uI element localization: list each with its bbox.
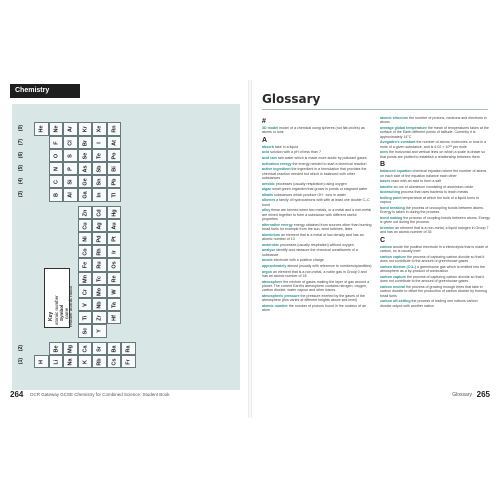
glossary-term: aluminium bbox=[262, 232, 280, 237]
glossary-definition: processes (usually respiration) without oxygen bbox=[278, 242, 354, 247]
glossary-term: atmospheric pressure bbox=[262, 293, 300, 298]
element-symbol: Mo bbox=[96, 287, 103, 296]
periodic-table-key bbox=[44, 268, 73, 328]
element-cell bbox=[78, 258, 93, 271]
glossary-entry bbox=[380, 255, 490, 264]
glossary-entry bbox=[380, 226, 490, 235]
glossary-entry bbox=[262, 280, 372, 293]
left-footer bbox=[0, 380, 248, 418]
element-symbol: Cu bbox=[81, 222, 88, 230]
glossary-definition: a family of hydrocarbons with with at least one double C–C bond bbox=[262, 198, 370, 207]
glossary-entry bbox=[262, 167, 372, 180]
element-cell bbox=[78, 285, 93, 298]
glossary-entry bbox=[380, 265, 490, 274]
element-cell bbox=[92, 342, 107, 355]
glossary-title: Glossary bbox=[262, 92, 321, 106]
element-symbol: Ge bbox=[81, 178, 88, 186]
glossary-term: bases bbox=[380, 179, 391, 184]
group-label: (3) bbox=[18, 191, 25, 198]
element-symbol: Ca bbox=[81, 345, 88, 353]
element-cell bbox=[92, 162, 107, 175]
element-cell bbox=[92, 324, 107, 337]
glossary-entry bbox=[262, 208, 372, 221]
glossary-entry bbox=[262, 270, 372, 279]
key-title: Key bbox=[48, 311, 54, 321]
element-cell bbox=[107, 219, 122, 232]
element-symbol: Ba bbox=[110, 345, 117, 353]
glossary-definition: the mixture of gases making the layer of gas around a planet. The current Earth's atmosphere contains nitrogen, oxygen, carbon dioxide, water vapour and other traces. bbox=[262, 279, 370, 293]
element-symbol: Fr bbox=[125, 359, 132, 365]
element-symbol: Al bbox=[67, 192, 74, 199]
glossary-term: bioleaching bbox=[380, 190, 400, 195]
element-cell bbox=[78, 162, 93, 175]
glossary-definition: the number of protons, neutrons and electrons in atoms bbox=[380, 116, 487, 125]
glossary-term: alloy bbox=[262, 208, 271, 213]
element-cell bbox=[121, 342, 136, 355]
element-symbol: Rn bbox=[110, 125, 117, 134]
glossary-entry bbox=[380, 299, 490, 308]
glossary-term: acid rain bbox=[262, 156, 277, 160]
glossary-column-1 bbox=[262, 116, 372, 314]
glossary-entry bbox=[262, 223, 372, 232]
glossary-definition: almost (usually with reference to numbers/quantities) bbox=[286, 263, 372, 268]
element-symbol: Li bbox=[52, 359, 59, 365]
glossary-definition: process that uses bacteria to leach metals bbox=[399, 190, 469, 195]
glossary-term: anaerobic bbox=[262, 242, 279, 247]
group-label: (0) bbox=[18, 125, 25, 132]
element-cell bbox=[78, 232, 93, 245]
element-symbol: Be bbox=[52, 345, 59, 353]
element-symbol: Zn bbox=[81, 209, 88, 216]
element-symbol: Mn bbox=[81, 274, 88, 283]
element-cell bbox=[92, 355, 107, 368]
element-symbol: Pt bbox=[110, 236, 117, 242]
glossary-term: carbon dioxide (CO₂) bbox=[380, 264, 416, 269]
glossary-definition: the ingredient in a formulation that provides the chemical reaction needed but which is balanced with other substances bbox=[262, 167, 367, 180]
glossary-definition: model of a chemical using spheres (not flat circles) as atoms or ions bbox=[262, 126, 365, 135]
glossary-definition: an element that is a metal of low density and has an atomic number of 13 bbox=[262, 232, 364, 242]
element-cell bbox=[92, 245, 107, 258]
glossary-definition: the number of protons found in the nucleus of an atom bbox=[262, 303, 367, 313]
element-cell bbox=[92, 149, 107, 162]
element-cell bbox=[49, 175, 64, 188]
element-symbol: Sc bbox=[81, 328, 88, 335]
element-cell bbox=[92, 311, 107, 324]
element-cell bbox=[78, 136, 93, 149]
glossary-term: anode bbox=[262, 258, 273, 263]
element-cell bbox=[92, 219, 107, 232]
element-cell bbox=[121, 355, 136, 368]
element-symbol: Fe bbox=[81, 262, 88, 269]
title-divider bbox=[262, 109, 488, 110]
element-symbol: Na bbox=[67, 358, 74, 366]
glossary-definition: small green organism that grows in ponds or stagnant water bbox=[271, 187, 368, 192]
element-symbol: F bbox=[52, 140, 59, 145]
left-page-number: 264 bbox=[10, 390, 24, 399]
element-cell bbox=[92, 258, 107, 271]
element-symbol: Si bbox=[67, 179, 74, 185]
glossary-definition: an element that is a non-metal, a liquid halogen in Group 7 and has an atomic number of 35 bbox=[380, 226, 489, 235]
glossary-entry bbox=[262, 233, 372, 242]
glossary-definition: solution with a pH of less than 7 bbox=[269, 150, 321, 155]
glossary-entry bbox=[262, 193, 372, 197]
glossary-entry bbox=[262, 243, 372, 247]
element-symbol: O bbox=[52, 153, 59, 158]
glossary-definition: energy obtained from sources other than burning fossil fuels for example from the sun, wind turbines, tides bbox=[262, 222, 372, 232]
element-cell bbox=[63, 175, 78, 188]
element-cell bbox=[107, 258, 122, 271]
group-label: (2) bbox=[18, 344, 25, 351]
section-tab: Chemistry bbox=[10, 84, 80, 98]
element-cell bbox=[78, 324, 93, 337]
element-symbol: Zr bbox=[96, 315, 103, 321]
glossary-entry bbox=[380, 216, 490, 225]
glossary-entry bbox=[380, 196, 490, 205]
element-symbol: S bbox=[67, 153, 74, 158]
element-cell bbox=[78, 298, 93, 311]
element-symbol: Au bbox=[110, 222, 117, 230]
glossary-entry bbox=[380, 126, 490, 139]
element-symbol: Ga bbox=[81, 191, 88, 200]
glossary-entry bbox=[262, 150, 372, 154]
element-symbol: Tc bbox=[96, 275, 103, 282]
glossary-term: carbon bbox=[380, 244, 392, 249]
element-symbol: W bbox=[110, 289, 117, 295]
element-cell bbox=[63, 149, 78, 162]
glossary-definition: processes (usually respiration) using oxygen bbox=[274, 181, 347, 186]
glossary-definition: the number of atoms, molecules or ions in a mole of a given substance, and is 6.02 × 10²³ per mole bbox=[380, 140, 487, 149]
glossary-term: carbon neutral bbox=[380, 284, 405, 289]
glossary-term: atomic structure bbox=[380, 116, 409, 120]
glossary-entry bbox=[262, 258, 372, 262]
element-cell bbox=[107, 136, 122, 149]
glossary-entry bbox=[380, 169, 490, 178]
element-cell bbox=[49, 149, 64, 162]
element-symbol: Cs bbox=[110, 358, 117, 366]
glossary-entry bbox=[262, 162, 372, 166]
element-symbol: Ar bbox=[67, 126, 74, 133]
element-symbol: Sb bbox=[96, 165, 103, 173]
glossary-definition: anode the positive electrode in a electrolysis that is made of carbon, so is usually inert bbox=[380, 244, 489, 254]
periodic-table bbox=[14, 106, 218, 380]
glossary-definition: react with an acid to form a salt bbox=[390, 179, 441, 184]
glossary-definition: the process of capturing carbon dioxide so that it does not contribute to the amount of greenhouse gases bbox=[380, 274, 485, 284]
element-cell bbox=[34, 122, 49, 135]
element-cell bbox=[49, 122, 64, 135]
element-symbol: Xe bbox=[96, 126, 103, 133]
glossary-definition: rain water which is made more acidic by pollutant gases bbox=[276, 156, 367, 160]
glossary-entry bbox=[380, 116, 490, 125]
glossary-section-letter: C bbox=[380, 236, 386, 244]
glossary-term: active ingredient bbox=[262, 167, 291, 172]
element-cell bbox=[63, 136, 78, 149]
element-cell bbox=[49, 162, 64, 175]
glossary-entry bbox=[262, 304, 372, 313]
glossary-entry bbox=[262, 198, 372, 207]
element-cell bbox=[78, 175, 93, 188]
glossary-entry bbox=[380, 185, 490, 189]
glossary-definition: the process of capturing carbon dioxide so that it does not contribute to the amount of greenhouse gases bbox=[380, 254, 485, 264]
glossary-definition: the horizontal and vertical lines on which a scale is drawn so that points are plotted to establish a relationship between them bbox=[380, 150, 486, 159]
left-page bbox=[0, 80, 248, 418]
element-symbol: I bbox=[96, 141, 103, 144]
glossary-definition: substances which produce OH⁻ ions in water bbox=[273, 192, 346, 197]
element-symbol: Ne bbox=[52, 125, 59, 133]
element-symbol: Hg bbox=[110, 208, 117, 217]
glossary-term: alkenes bbox=[262, 198, 276, 203]
element-cell bbox=[49, 355, 64, 368]
element-cell bbox=[107, 298, 122, 311]
glossary-entry bbox=[262, 182, 372, 186]
glossary-term: analyse bbox=[262, 248, 276, 253]
glossary-term: acid bbox=[262, 150, 270, 155]
element-cell bbox=[63, 355, 78, 368]
glossary-term: carbon capture bbox=[380, 254, 406, 259]
element-symbol: Os bbox=[110, 261, 117, 270]
glossary-term: Avogadro's constant bbox=[380, 140, 416, 145]
element-symbol: Ir bbox=[110, 250, 117, 255]
glossary-definition: a greenhouse gas which is emitted into the atmosphere as a by-product of combustion bbox=[380, 264, 486, 274]
glossary-definition: an element that is a non-metal, a noble gas in Group 0 and has an atomic number of 18 bbox=[262, 269, 367, 278]
glossary-term: 3D model bbox=[262, 126, 279, 130]
glossary-term: atomic number bbox=[262, 303, 288, 308]
glossary-term: alkalis bbox=[262, 192, 273, 197]
glossary-definition: the pressure exerted by the gases of the atmosphere (this varies at different heights above sea level) bbox=[262, 293, 365, 303]
glossary-entry bbox=[380, 179, 490, 183]
element-symbol: Pb bbox=[110, 178, 117, 186]
element-cell bbox=[107, 245, 122, 258]
element-symbol: As bbox=[81, 165, 88, 173]
element-cell bbox=[92, 272, 107, 285]
element-cell bbox=[92, 298, 107, 311]
glossary-definition: the mean of temperatures taken at the surface of the Earth different points of latitude. Currently it is approximately 14°C bbox=[380, 126, 489, 139]
glossary-term: balanced equation bbox=[380, 169, 412, 174]
element-symbol: At bbox=[110, 139, 117, 146]
glossary-term: bromine bbox=[380, 226, 395, 230]
glossary-definition: an ore of aluminium consisting of aluminium oxide bbox=[392, 184, 474, 189]
element-cell bbox=[107, 206, 122, 219]
glossary-column-2 bbox=[380, 116, 490, 309]
element-cell bbox=[107, 355, 122, 368]
glossary-section-letter: # bbox=[262, 118, 266, 125]
glossary-entry bbox=[262, 187, 372, 191]
element-symbol: Ra bbox=[125, 345, 132, 353]
element-cell bbox=[63, 162, 78, 175]
group-label: (4) bbox=[18, 178, 25, 185]
element-cell bbox=[107, 149, 122, 162]
book-spread bbox=[0, 80, 500, 418]
element-symbol: Bi bbox=[110, 166, 117, 172]
element-cell bbox=[92, 206, 107, 219]
glossary-section-letter: B bbox=[380, 161, 386, 169]
glossary-term: aerobic bbox=[262, 181, 275, 186]
element-cell bbox=[63, 122, 78, 135]
group-label: (6) bbox=[18, 151, 25, 158]
element-cell bbox=[49, 188, 64, 201]
element-symbol: H bbox=[38, 359, 45, 364]
glossary-term: average global temperature bbox=[380, 126, 427, 130]
glossary-definition: electrode with a positive charge bbox=[272, 258, 324, 263]
element-symbol: N bbox=[52, 167, 59, 171]
element-cell bbox=[49, 342, 64, 355]
group-label: (7) bbox=[18, 138, 25, 145]
element-symbol: Co bbox=[81, 248, 88, 256]
element-cell bbox=[107, 162, 122, 175]
element-cell bbox=[78, 206, 93, 219]
element-symbol: Y bbox=[96, 329, 103, 334]
element-symbol: Te bbox=[96, 152, 103, 159]
element-symbol: Sn bbox=[96, 178, 103, 186]
glossary-term: alternative energy bbox=[262, 222, 293, 227]
element-cell bbox=[78, 122, 93, 135]
glossary-definition: the energy needed to start a chemical reaction bbox=[291, 161, 367, 166]
element-cell bbox=[107, 272, 122, 285]
group-label: (5) bbox=[18, 164, 25, 172]
glossary-term: absorb bbox=[262, 144, 274, 149]
glossary-term: carbon capture bbox=[380, 274, 406, 279]
element-symbol: V bbox=[81, 303, 88, 307]
element-cell bbox=[107, 311, 122, 324]
element-cell bbox=[63, 188, 78, 201]
group-label: (1) bbox=[18, 357, 25, 364]
element-cell bbox=[34, 355, 49, 368]
element-cell bbox=[78, 188, 93, 201]
glossary-entry bbox=[380, 206, 490, 215]
glossary-term: bauxite bbox=[380, 184, 393, 189]
element-cell bbox=[63, 342, 78, 355]
element-cell bbox=[107, 232, 122, 245]
glossary-term: boiling point bbox=[380, 196, 402, 200]
element-cell bbox=[78, 149, 93, 162]
element-symbol: Cd bbox=[96, 208, 103, 217]
element-symbol: Ni bbox=[81, 236, 88, 242]
element-cell bbox=[92, 188, 107, 201]
element-symbol: In bbox=[96, 192, 103, 198]
element-cell bbox=[49, 136, 64, 149]
element-cell bbox=[78, 355, 93, 368]
element-cell bbox=[78, 219, 93, 232]
glossary-definition: take in a liquid bbox=[273, 144, 298, 149]
element-cell bbox=[107, 285, 122, 298]
glossary-term: algae bbox=[262, 187, 272, 192]
element-symbol: Br bbox=[81, 139, 88, 146]
element-symbol: Nb bbox=[96, 301, 103, 309]
key-line-1: atomic number bbox=[54, 295, 59, 325]
glossary-entry bbox=[380, 150, 490, 159]
element-symbol: Pd bbox=[96, 235, 103, 243]
key-line-2: Symbol bbox=[59, 304, 64, 321]
glossary-term: bond making bbox=[380, 216, 403, 220]
element-symbol: Rb bbox=[96, 358, 103, 366]
glossary-term: bond breaking bbox=[380, 206, 405, 210]
element-symbol: Po bbox=[110, 152, 117, 160]
element-symbol: C bbox=[52, 180, 59, 185]
left-footer-text: OCR Gateway GCSE Chemistry for Combined Science: Student Book bbox=[30, 392, 170, 397]
glossary-term: activation energy bbox=[262, 161, 292, 166]
element-symbol: Se bbox=[81, 152, 88, 160]
element-symbol: Hf bbox=[110, 315, 117, 322]
key-line-4: relative atomic mass bbox=[68, 285, 73, 327]
glossary-definition: temperature at which the bulk of a liquid turns to vapour bbox=[380, 196, 480, 205]
glossary-entry bbox=[380, 275, 490, 284]
glossary-definition: the process of uncoupling bonds between atoms. Energy is taken in during the process. bbox=[380, 206, 484, 215]
element-cell bbox=[107, 175, 122, 188]
element-symbol: Rh bbox=[96, 248, 103, 256]
element-symbol: He bbox=[38, 125, 45, 133]
glossary-definition: the process of growing enough trees that take in carbon dioxide to offset the production of carbon dioxide by burning fossil fuels bbox=[380, 284, 488, 298]
glossary-term: approximately bbox=[262, 263, 287, 268]
glossary-entry bbox=[380, 190, 490, 194]
glossary-entry bbox=[380, 140, 490, 149]
element-cell bbox=[92, 136, 107, 149]
glossary-entry bbox=[380, 245, 490, 254]
glossary-entry bbox=[262, 264, 372, 268]
element-symbol: Tl bbox=[110, 192, 117, 198]
glossary-term: argon bbox=[262, 269, 272, 274]
glossary-entry bbox=[262, 126, 372, 135]
element-cell bbox=[107, 122, 122, 135]
right-footer-label: Glossary bbox=[452, 392, 472, 398]
element-symbol: Ti bbox=[81, 315, 88, 321]
element-cell bbox=[92, 175, 107, 188]
right-page-number: 265 bbox=[476, 390, 490, 399]
element-symbol: Ag bbox=[96, 222, 103, 230]
key-line-3: name bbox=[64, 307, 69, 319]
glossary-definition: identify and measure the chemical constituents of a substance bbox=[262, 248, 358, 257]
element-symbol: K bbox=[81, 359, 88, 364]
element-symbol: Cr bbox=[81, 288, 88, 295]
glossary-entry bbox=[262, 248, 372, 257]
glossary-definition: the process of coupling bonds between atoms. Energy is given out during the process. bbox=[380, 216, 490, 225]
right-footer bbox=[252, 380, 500, 418]
glossary-term: atmosphere bbox=[262, 279, 283, 284]
element-cell bbox=[92, 285, 107, 298]
element-cell bbox=[92, 232, 107, 245]
element-cell bbox=[107, 342, 122, 355]
element-cell bbox=[107, 188, 122, 201]
element-symbol: B bbox=[52, 193, 59, 198]
glossary-term: carbon off-setting bbox=[380, 299, 411, 304]
glossary-definition: the process of trading one nations carbon dioxide output with another nation bbox=[380, 299, 478, 308]
element-cell bbox=[78, 311, 93, 324]
element-cell bbox=[78, 342, 93, 355]
element-symbol: Cl bbox=[67, 139, 74, 146]
element-cell bbox=[92, 122, 107, 135]
glossary-definition: these are formed when two metals, or a metal and a non-metal are mixed together to form a substance with different useful properties bbox=[262, 208, 372, 222]
glossary-entry bbox=[262, 145, 372, 149]
element-symbol: Ta bbox=[110, 302, 117, 309]
element-symbol: P bbox=[67, 167, 74, 171]
element-cell bbox=[78, 245, 93, 258]
glossary-entry bbox=[262, 156, 372, 160]
right-page bbox=[252, 80, 500, 418]
glossary-definition: chemical equation where the number of atoms on each side of the equation balance each other bbox=[380, 169, 487, 178]
glossary-section-letter: A bbox=[262, 136, 268, 144]
glossary-term: axes bbox=[380, 150, 388, 155]
element-symbol: Ru bbox=[96, 261, 103, 270]
element-symbol: Sr bbox=[96, 345, 103, 352]
element-symbol: Re bbox=[110, 275, 117, 283]
element-cell bbox=[78, 272, 93, 285]
glossary-entry bbox=[262, 294, 372, 303]
element-symbol: Kr bbox=[81, 126, 88, 133]
element-symbol: Mg bbox=[67, 344, 74, 353]
glossary-entry bbox=[380, 285, 490, 298]
